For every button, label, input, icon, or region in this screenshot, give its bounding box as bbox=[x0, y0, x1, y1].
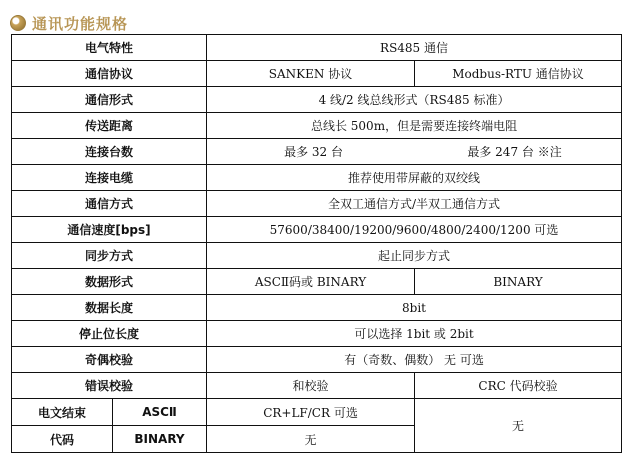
table-row bbox=[12, 61, 622, 87]
row-value-left: SANKEN 协议 bbox=[207, 61, 415, 87]
table-row bbox=[12, 217, 622, 243]
table-row bbox=[12, 113, 622, 139]
row-label: 连接台数 bbox=[12, 139, 207, 165]
table-row bbox=[12, 295, 622, 321]
row-value: RS485 通信 bbox=[207, 35, 622, 61]
row-label: 电气特性 bbox=[12, 35, 207, 61]
row-value-left: 最多 32 台 bbox=[284, 145, 343, 159]
end-code-label-top: 电文结束 bbox=[12, 399, 113, 426]
row-value-left: 和校验 bbox=[207, 373, 415, 399]
table-row bbox=[12, 269, 622, 295]
table-row bbox=[12, 87, 622, 113]
end-code-right-value: 无 bbox=[415, 399, 622, 453]
row-label: 通信方式 bbox=[12, 191, 207, 217]
row-value: 可以选择 1bit 或 2bit bbox=[207, 321, 622, 347]
row-label: 连接电缆 bbox=[12, 165, 207, 191]
bullet-icon bbox=[10, 15, 26, 31]
row-value: 4 线/2 线总线形式（RS485 标准） bbox=[207, 87, 622, 113]
table-row bbox=[12, 347, 622, 373]
table-row bbox=[12, 35, 622, 61]
row-value-left: ASCⅡ码或 BINARY bbox=[207, 269, 415, 295]
row-value: 57600/38400/19200/9600/4800/2400/1200 可选 bbox=[207, 217, 622, 243]
end-code-binary-label: BINARY bbox=[113, 426, 207, 453]
row-label: 停止位长度 bbox=[12, 321, 207, 347]
table-row bbox=[12, 139, 622, 165]
spec-table bbox=[11, 34, 622, 453]
row-value: 8bit bbox=[207, 295, 622, 321]
row-value-right: Modbus-RTU 通信协议 bbox=[415, 61, 622, 87]
row-label: 传送距离 bbox=[12, 113, 207, 139]
row-value: 推荐使用带屏蔽的双绞线 bbox=[207, 165, 622, 191]
table-row bbox=[12, 243, 622, 269]
row-value: 起止同步方式 bbox=[207, 243, 622, 269]
row-value: 总线长 500m，但是需要连接终端电阻 bbox=[207, 113, 622, 139]
table-row bbox=[12, 399, 622, 426]
row-value: 全双工通信方式/半双工通信方式 bbox=[207, 191, 622, 217]
row-value-right: CRC 代码校验 bbox=[415, 373, 622, 399]
row-label: 奇偶校验 bbox=[12, 347, 207, 373]
end-code-ascii-label: ASCⅡ bbox=[113, 399, 207, 426]
row-label: 同步方式 bbox=[12, 243, 207, 269]
row-label: 通信形式 bbox=[12, 87, 207, 113]
row-label: 数据长度 bbox=[12, 295, 207, 321]
row-label: 数据形式 bbox=[12, 269, 207, 295]
row-value-right: BINARY bbox=[415, 269, 622, 295]
table-row bbox=[12, 165, 622, 191]
table-row bbox=[12, 191, 622, 217]
table-row bbox=[12, 373, 622, 399]
section-header bbox=[10, 12, 128, 34]
row-label: 通信协议 bbox=[12, 61, 207, 87]
end-code-label-bottom: 代码 bbox=[12, 426, 113, 453]
row-value-split bbox=[207, 139, 622, 165]
row-label: 错误校验 bbox=[12, 373, 207, 399]
end-code-binary-value: 无 bbox=[207, 426, 415, 453]
section-title: 通讯功能规格 bbox=[32, 14, 129, 33]
row-label: 通信速度[bps] bbox=[12, 217, 207, 243]
end-code-ascii-value: CR+LF/CR 可选 bbox=[207, 399, 415, 426]
table-row bbox=[12, 321, 622, 347]
row-value: 有（奇数、偶数） 无 可选 bbox=[207, 347, 622, 373]
row-value-right: 最多 247 台 ※注 bbox=[467, 145, 562, 159]
